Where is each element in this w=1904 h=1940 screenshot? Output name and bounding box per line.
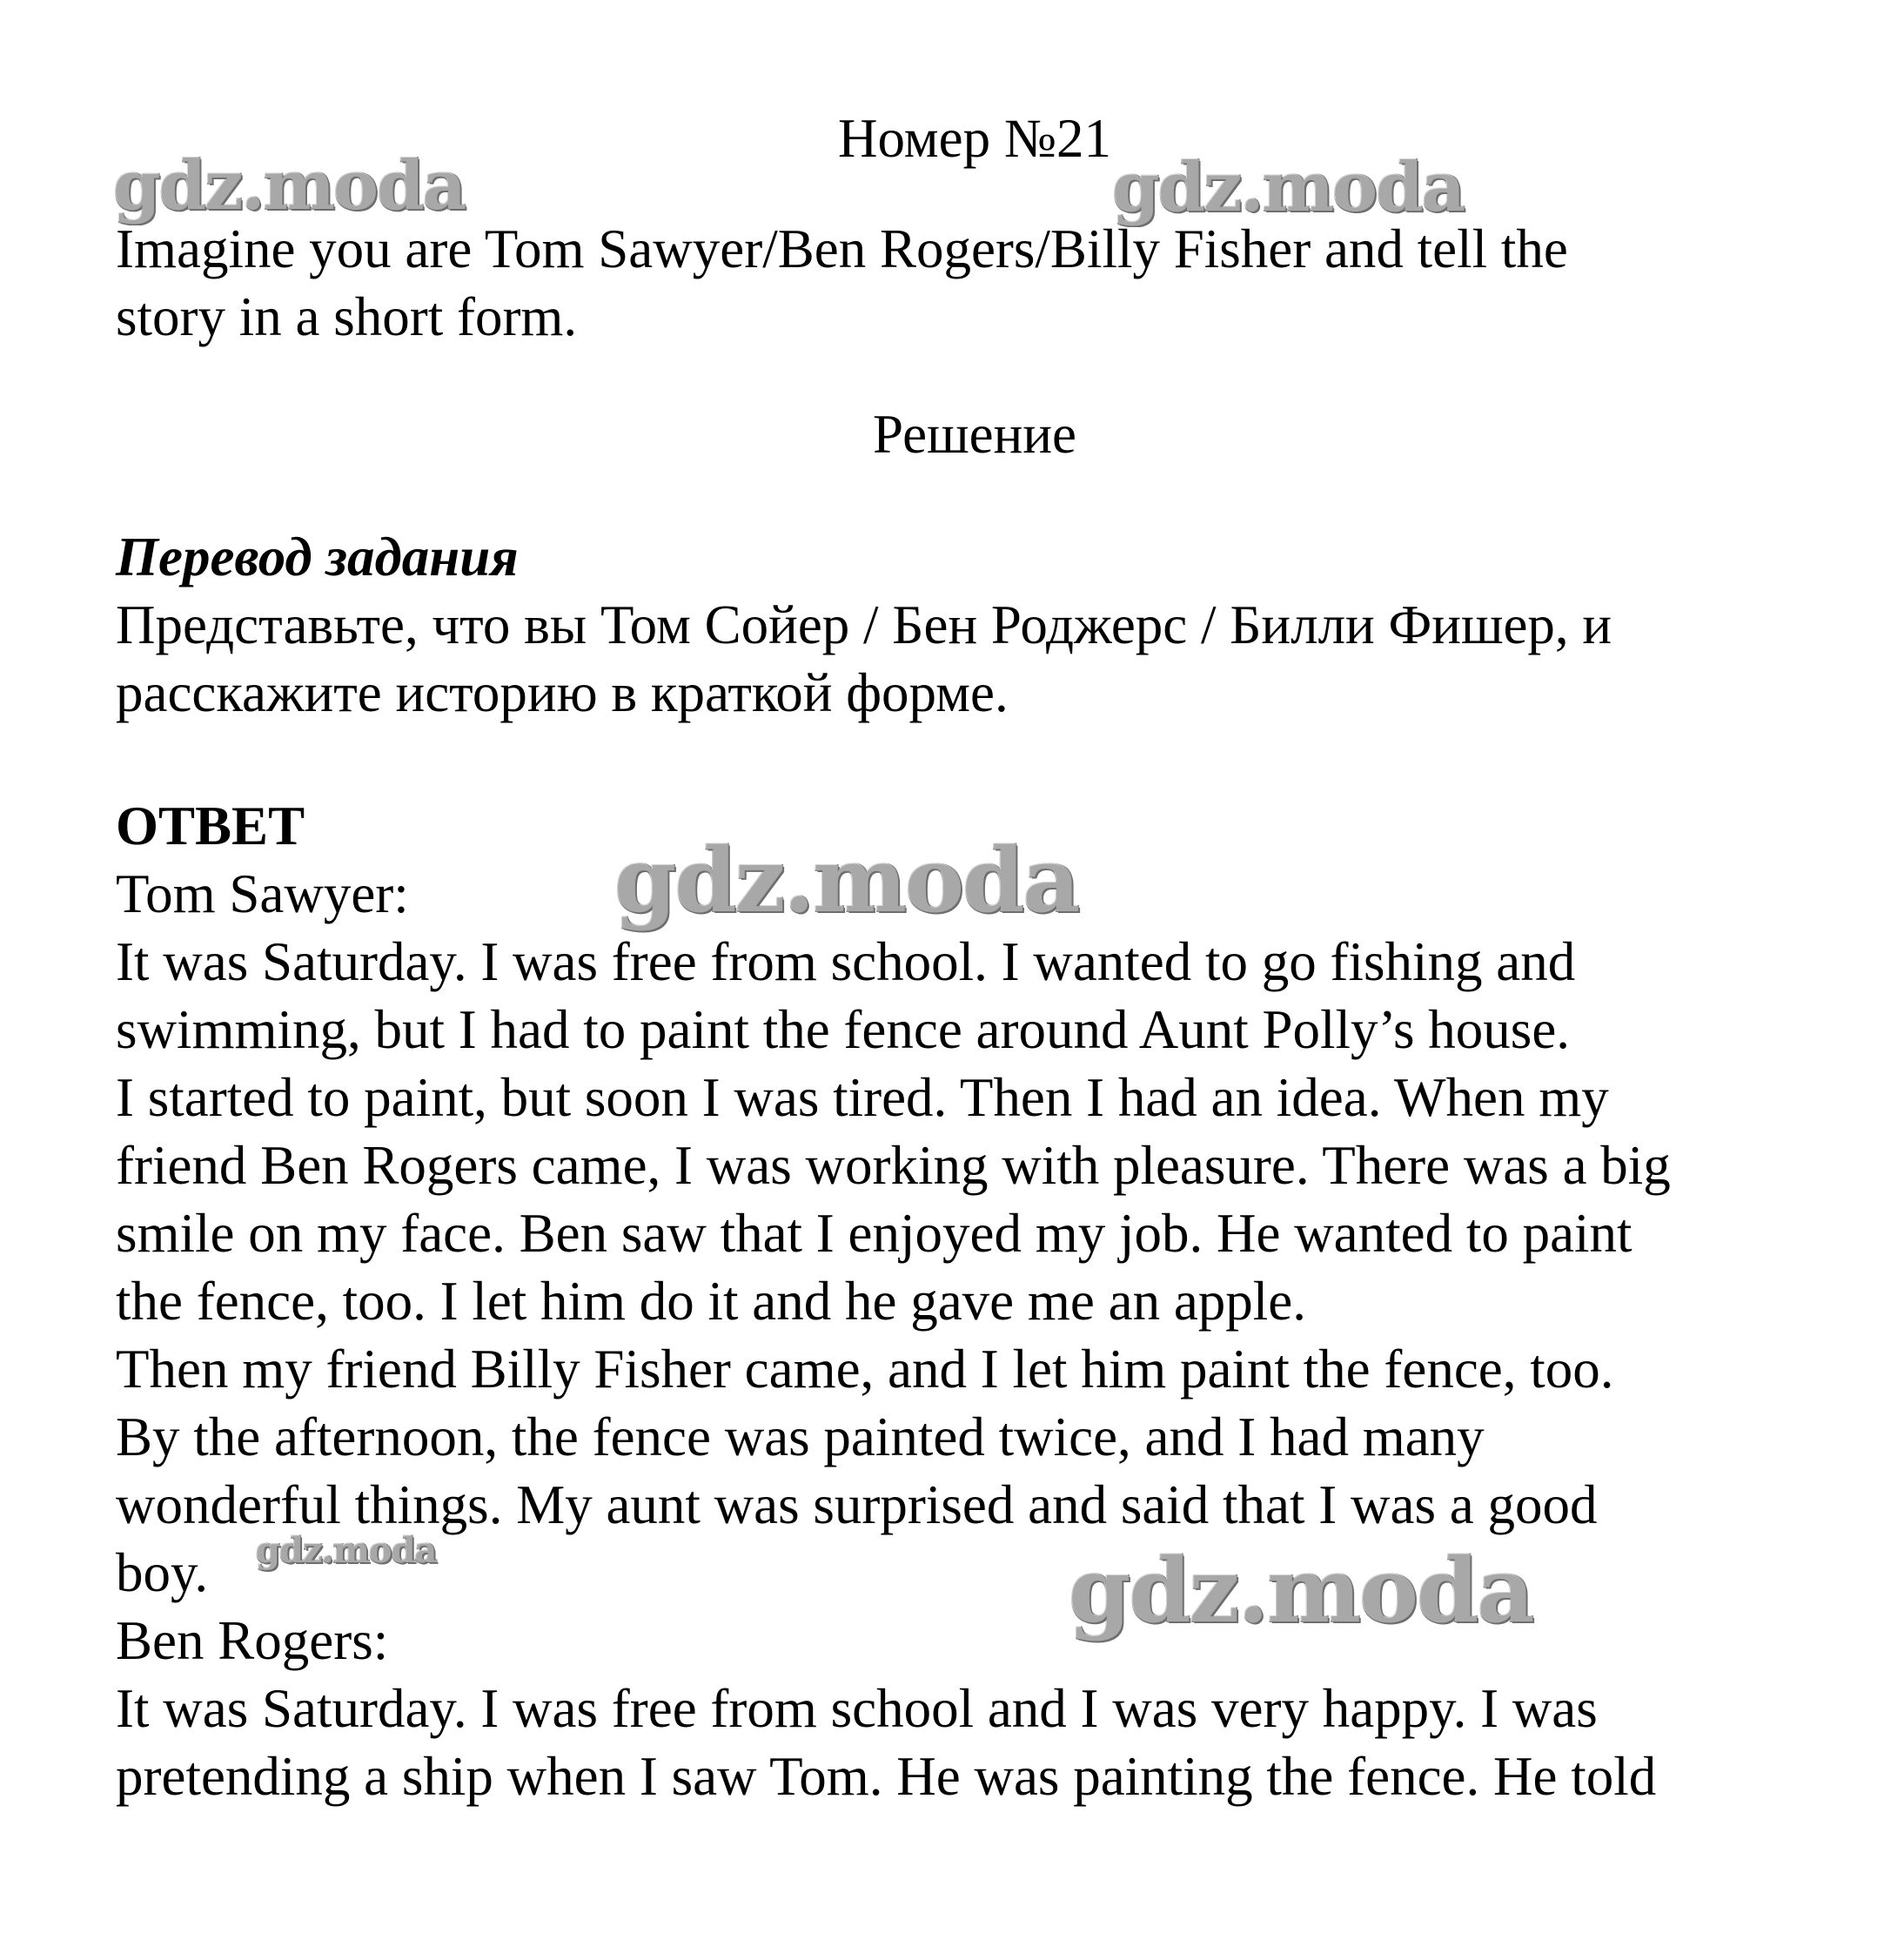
- translation-heading: Перевод задания: [116, 527, 519, 587]
- watermark-logo-top-left: gdz.moda: [113, 146, 466, 225]
- tom-story-line: Then my friend Billy Fisher came, and I let him paint the fence, too.: [116, 1339, 1614, 1400]
- watermark-logo-top-right: gdz.moda: [1112, 148, 1465, 227]
- tom-story-line: wonderful things. My aunt was surprised and said that I was a good: [116, 1474, 1598, 1535]
- task-text-line-2: story in a short form.: [116, 286, 578, 347]
- tom-story-line: It was Saturday. I was free from school. I wanted to go fishing and: [116, 931, 1576, 992]
- solution-heading: Решение: [872, 404, 1077, 465]
- ben-story-line: pretending a ship when I saw Tom. He was painting the fence. He told: [116, 1746, 1657, 1807]
- page-title: Номер №21: [838, 108, 1111, 169]
- translation-line-2: расскажите историю в краткой форме.: [116, 662, 1009, 723]
- tom-story-line: swimming, but I had to paint the fence around Aunt Polly’s house.: [116, 999, 1571, 1060]
- tom-sawyer-label: Tom Sawyer:: [116, 863, 409, 924]
- watermark-logo-bottom: gdz.moda: [1069, 1539, 1533, 1643]
- watermark-logo-small: gdz.moda: [256, 1530, 437, 1571]
- watermark-logo-middle: gdz.moda: [614, 829, 1079, 933]
- ben-story-line: It was Saturday. I was free from school and I was very happy. I was: [116, 1678, 1598, 1739]
- tom-story-line: smile on my face. Ben saw that I enjoyed my job. He wanted to paint: [116, 1203, 1632, 1264]
- translation-line-1: Представьте, что вы Том Сойер / Бен Роджерс / Билли Фишер, и: [116, 594, 1612, 655]
- tom-story-line: friend Ben Rogers came, I was working with pleasure. There was a big: [116, 1135, 1671, 1196]
- tom-story-line: I started to paint, but soon I was tired. Then I had an idea. When my: [116, 1067, 1609, 1128]
- tom-story-line: By the afternoon, the fence was painted twice, and I had many: [116, 1406, 1485, 1467]
- tom-story-line: boy.: [116, 1542, 209, 1603]
- tom-story-line: the fence, too. I let him do it and he gave me an apple.: [116, 1271, 1307, 1332]
- task-text-line-1: Imagine you are Tom Sawyer/Ben Rogers/Billy Fisher and tell the: [116, 218, 1568, 279]
- answer-heading: ОТВЕТ: [116, 795, 305, 856]
- ben-rogers-label: Ben Rogers:: [116, 1610, 389, 1671]
